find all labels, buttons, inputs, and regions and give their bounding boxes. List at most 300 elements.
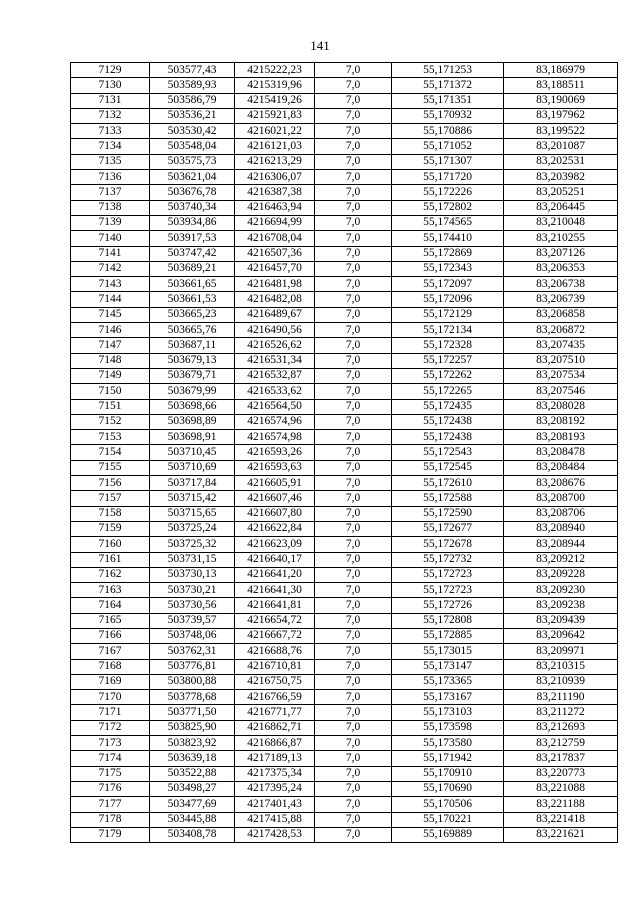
y-coordinate-cell: 4216623,09 bbox=[235, 537, 315, 552]
table-row bbox=[71, 491, 618, 506]
y-coordinate-cell: 4217428,53 bbox=[235, 827, 315, 842]
depth-cell: 7,0 bbox=[315, 430, 392, 445]
latitude-cell: 55,172226 bbox=[392, 185, 504, 200]
x-coordinate-cell: 503698,91 bbox=[150, 430, 235, 445]
latitude-cell: 55,173147 bbox=[392, 659, 504, 674]
depth-cell: 7,0 bbox=[315, 613, 392, 628]
y-coordinate-cell: 4216306,07 bbox=[235, 170, 315, 185]
x-coordinate-cell: 503665,23 bbox=[150, 307, 235, 322]
latitude-cell: 55,172343 bbox=[392, 261, 504, 276]
depth-cell: 7,0 bbox=[315, 598, 392, 613]
y-coordinate-cell: 4216490,56 bbox=[235, 323, 315, 338]
y-coordinate-cell: 4216507,36 bbox=[235, 246, 315, 261]
depth-cell: 7,0 bbox=[315, 537, 392, 552]
x-coordinate-cell: 503575,73 bbox=[150, 154, 235, 169]
latitude-cell: 55,172134 bbox=[392, 323, 504, 338]
latitude-cell: 55,172435 bbox=[392, 399, 504, 414]
y-coordinate-cell: 4216771,77 bbox=[235, 705, 315, 720]
table-row bbox=[71, 659, 618, 674]
point-number-cell: 7168 bbox=[71, 659, 150, 674]
y-coordinate-cell: 4216532,87 bbox=[235, 368, 315, 383]
point-number-cell: 7173 bbox=[71, 736, 150, 751]
depth-cell: 7,0 bbox=[315, 338, 392, 353]
y-coordinate-cell: 4216593,26 bbox=[235, 445, 315, 460]
latitude-cell: 55,172545 bbox=[392, 460, 504, 475]
table-row bbox=[71, 78, 618, 93]
depth-cell: 7,0 bbox=[315, 124, 392, 139]
point-number-cell: 7178 bbox=[71, 812, 150, 827]
table-row bbox=[71, 338, 618, 353]
table-row bbox=[71, 567, 618, 582]
depth-cell: 7,0 bbox=[315, 628, 392, 643]
x-coordinate-cell: 503917,53 bbox=[150, 231, 235, 246]
x-coordinate-cell: 503676,78 bbox=[150, 185, 235, 200]
table-row bbox=[71, 583, 618, 598]
latitude-cell: 55,172723 bbox=[392, 583, 504, 598]
table-row bbox=[71, 521, 618, 536]
point-number-cell: 7161 bbox=[71, 552, 150, 567]
y-coordinate-cell: 4215222,23 bbox=[235, 63, 315, 78]
latitude-cell: 55,173365 bbox=[392, 674, 504, 689]
latitude-cell: 55,172869 bbox=[392, 246, 504, 261]
table-row bbox=[71, 323, 618, 338]
x-coordinate-cell: 503536,21 bbox=[150, 108, 235, 123]
longitude-cell: 83,208193 bbox=[504, 430, 618, 445]
x-coordinate-cell: 503498,27 bbox=[150, 781, 235, 796]
longitude-cell: 83,210048 bbox=[504, 215, 618, 230]
longitude-cell: 83,190069 bbox=[504, 93, 618, 108]
table-row bbox=[71, 644, 618, 659]
x-coordinate-cell: 503715,65 bbox=[150, 506, 235, 521]
depth-cell: 7,0 bbox=[315, 185, 392, 200]
latitude-cell: 55,172265 bbox=[392, 384, 504, 399]
latitude-cell: 55,172543 bbox=[392, 445, 504, 460]
point-number-cell: 7138 bbox=[71, 200, 150, 215]
page-number: 141 bbox=[310, 38, 330, 53]
point-number-cell: 7142 bbox=[71, 261, 150, 276]
x-coordinate-cell: 503698,66 bbox=[150, 399, 235, 414]
table-row bbox=[71, 63, 618, 78]
table-row bbox=[71, 93, 618, 108]
longitude-cell: 83,206353 bbox=[504, 261, 618, 276]
x-coordinate-cell: 503548,04 bbox=[150, 139, 235, 154]
longitude-cell: 83,188511 bbox=[504, 78, 618, 93]
table-row bbox=[71, 200, 618, 215]
longitude-cell: 83,220773 bbox=[504, 766, 618, 781]
point-number-cell: 7179 bbox=[71, 827, 150, 842]
point-number-cell: 7170 bbox=[71, 690, 150, 705]
y-coordinate-cell: 4216457,70 bbox=[235, 261, 315, 276]
x-coordinate-cell: 503730,21 bbox=[150, 583, 235, 598]
longitude-cell: 83,221088 bbox=[504, 781, 618, 796]
depth-cell: 7,0 bbox=[315, 93, 392, 108]
latitude-cell: 55,170910 bbox=[392, 766, 504, 781]
x-coordinate-cell: 503639,18 bbox=[150, 751, 235, 766]
point-number-cell: 7131 bbox=[71, 93, 150, 108]
x-coordinate-cell: 503621,04 bbox=[150, 170, 235, 185]
longitude-cell: 83,208484 bbox=[504, 460, 618, 475]
table-row bbox=[71, 124, 618, 139]
depth-cell: 7,0 bbox=[315, 827, 392, 842]
y-coordinate-cell: 4216710,81 bbox=[235, 659, 315, 674]
table-row bbox=[71, 476, 618, 491]
longitude-cell: 83,207534 bbox=[504, 368, 618, 383]
depth-cell: 7,0 bbox=[315, 368, 392, 383]
latitude-cell: 55,172802 bbox=[392, 200, 504, 215]
depth-cell: 7,0 bbox=[315, 277, 392, 292]
depth-cell: 7,0 bbox=[315, 521, 392, 536]
x-coordinate-cell: 503679,71 bbox=[150, 368, 235, 383]
table-row bbox=[71, 751, 618, 766]
table-row bbox=[71, 720, 618, 735]
x-coordinate-cell: 503661,65 bbox=[150, 277, 235, 292]
x-coordinate-cell: 503730,13 bbox=[150, 567, 235, 582]
x-coordinate-cell: 503408,78 bbox=[150, 827, 235, 842]
point-number-cell: 7150 bbox=[71, 384, 150, 399]
y-coordinate-cell: 4216463,94 bbox=[235, 200, 315, 215]
depth-cell: 7,0 bbox=[315, 491, 392, 506]
longitude-cell: 83,201087 bbox=[504, 139, 618, 154]
y-coordinate-cell: 4216640,17 bbox=[235, 552, 315, 567]
point-number-cell: 7177 bbox=[71, 797, 150, 812]
y-coordinate-cell: 4216021,22 bbox=[235, 124, 315, 139]
depth-cell: 7,0 bbox=[315, 506, 392, 521]
latitude-cell: 55,170886 bbox=[392, 124, 504, 139]
x-coordinate-cell: 503689,21 bbox=[150, 261, 235, 276]
depth-cell: 7,0 bbox=[315, 552, 392, 567]
latitude-cell: 55,172678 bbox=[392, 537, 504, 552]
depth-cell: 7,0 bbox=[315, 781, 392, 796]
longitude-cell: 83,199522 bbox=[504, 124, 618, 139]
point-number-cell: 7145 bbox=[71, 307, 150, 322]
x-coordinate-cell: 503778,68 bbox=[150, 690, 235, 705]
latitude-cell: 55,172723 bbox=[392, 567, 504, 582]
longitude-cell: 83,202531 bbox=[504, 154, 618, 169]
depth-cell: 7,0 bbox=[315, 690, 392, 705]
depth-cell: 7,0 bbox=[315, 414, 392, 429]
point-number-cell: 7155 bbox=[71, 460, 150, 475]
latitude-cell: 55,172257 bbox=[392, 353, 504, 368]
point-number-cell: 7149 bbox=[71, 368, 150, 383]
latitude-cell: 55,172096 bbox=[392, 292, 504, 307]
depth-cell: 7,0 bbox=[315, 659, 392, 674]
longitude-cell: 83,212759 bbox=[504, 736, 618, 751]
x-coordinate-cell: 503762,31 bbox=[150, 644, 235, 659]
point-number-cell: 7130 bbox=[71, 78, 150, 93]
depth-cell: 7,0 bbox=[315, 108, 392, 123]
depth-cell: 7,0 bbox=[315, 476, 392, 491]
depth-cell: 7,0 bbox=[315, 78, 392, 93]
x-coordinate-cell: 503717,84 bbox=[150, 476, 235, 491]
y-coordinate-cell: 4216526,62 bbox=[235, 338, 315, 353]
point-number-cell: 7129 bbox=[71, 63, 150, 78]
point-number-cell: 7135 bbox=[71, 154, 150, 169]
coordinates-table bbox=[70, 62, 618, 843]
longitude-cell: 83,210315 bbox=[504, 659, 618, 674]
depth-cell: 7,0 bbox=[315, 154, 392, 169]
table-row bbox=[71, 292, 618, 307]
y-coordinate-cell: 4216121,03 bbox=[235, 139, 315, 154]
y-coordinate-cell: 4216574,98 bbox=[235, 430, 315, 445]
y-coordinate-cell: 4216667,72 bbox=[235, 628, 315, 643]
latitude-cell: 55,172097 bbox=[392, 277, 504, 292]
x-coordinate-cell: 503577,43 bbox=[150, 63, 235, 78]
depth-cell: 7,0 bbox=[315, 353, 392, 368]
y-coordinate-cell: 4216564,50 bbox=[235, 399, 315, 414]
latitude-cell: 55,171253 bbox=[392, 63, 504, 78]
point-number-cell: 7148 bbox=[71, 353, 150, 368]
x-coordinate-cell: 503748,06 bbox=[150, 628, 235, 643]
y-coordinate-cell: 4216862,71 bbox=[235, 720, 315, 735]
longitude-cell: 83,221418 bbox=[504, 812, 618, 827]
latitude-cell: 55,172588 bbox=[392, 491, 504, 506]
longitude-cell: 83,212693 bbox=[504, 720, 618, 735]
longitude-cell: 83,209439 bbox=[504, 613, 618, 628]
point-number-cell: 7144 bbox=[71, 292, 150, 307]
x-coordinate-cell: 503522,88 bbox=[150, 766, 235, 781]
depth-cell: 7,0 bbox=[315, 460, 392, 475]
y-coordinate-cell: 4216708,04 bbox=[235, 231, 315, 246]
longitude-cell: 83,210939 bbox=[504, 674, 618, 689]
longitude-cell: 83,209971 bbox=[504, 644, 618, 659]
point-number-cell: 7176 bbox=[71, 781, 150, 796]
y-coordinate-cell: 4217401,43 bbox=[235, 797, 315, 812]
longitude-cell: 83,208700 bbox=[504, 491, 618, 506]
point-number-cell: 7172 bbox=[71, 720, 150, 735]
latitude-cell: 55,174410 bbox=[392, 231, 504, 246]
longitude-cell: 83,208192 bbox=[504, 414, 618, 429]
table-row bbox=[71, 399, 618, 414]
x-coordinate-cell: 503530,42 bbox=[150, 124, 235, 139]
x-coordinate-cell: 503477,69 bbox=[150, 797, 235, 812]
y-coordinate-cell: 4216489,67 bbox=[235, 307, 315, 322]
latitude-cell: 55,170932 bbox=[392, 108, 504, 123]
x-coordinate-cell: 503661,53 bbox=[150, 292, 235, 307]
longitude-cell: 83,207510 bbox=[504, 353, 618, 368]
table-row bbox=[71, 384, 618, 399]
y-coordinate-cell: 4216866,87 bbox=[235, 736, 315, 751]
depth-cell: 7,0 bbox=[315, 292, 392, 307]
point-number-cell: 7136 bbox=[71, 170, 150, 185]
x-coordinate-cell: 503710,69 bbox=[150, 460, 235, 475]
point-number-cell: 7154 bbox=[71, 445, 150, 460]
point-number-cell: 7157 bbox=[71, 491, 150, 506]
y-coordinate-cell: 4215921,83 bbox=[235, 108, 315, 123]
depth-cell: 7,0 bbox=[315, 231, 392, 246]
depth-cell: 7,0 bbox=[315, 797, 392, 812]
y-coordinate-cell: 4216481,98 bbox=[235, 277, 315, 292]
longitude-cell: 83,210255 bbox=[504, 231, 618, 246]
point-number-cell: 7165 bbox=[71, 613, 150, 628]
point-number-cell: 7166 bbox=[71, 628, 150, 643]
y-coordinate-cell: 4217375,34 bbox=[235, 766, 315, 781]
latitude-cell: 55,172438 bbox=[392, 414, 504, 429]
latitude-cell: 55,173598 bbox=[392, 720, 504, 735]
x-coordinate-cell: 503776,81 bbox=[150, 659, 235, 674]
table-row bbox=[71, 215, 618, 230]
point-number-cell: 7174 bbox=[71, 751, 150, 766]
x-coordinate-cell: 503800,88 bbox=[150, 674, 235, 689]
latitude-cell: 55,170506 bbox=[392, 797, 504, 812]
y-coordinate-cell: 4216387,38 bbox=[235, 185, 315, 200]
depth-cell: 7,0 bbox=[315, 766, 392, 781]
longitude-cell: 83,209642 bbox=[504, 628, 618, 643]
longitude-cell: 83,197962 bbox=[504, 108, 618, 123]
x-coordinate-cell: 503445,88 bbox=[150, 812, 235, 827]
depth-cell: 7,0 bbox=[315, 63, 392, 78]
x-coordinate-cell: 503715,42 bbox=[150, 491, 235, 506]
longitude-cell: 83,209230 bbox=[504, 583, 618, 598]
longitude-cell: 83,209212 bbox=[504, 552, 618, 567]
y-coordinate-cell: 4216533,62 bbox=[235, 384, 315, 399]
latitude-cell: 55,172328 bbox=[392, 338, 504, 353]
depth-cell: 7,0 bbox=[315, 644, 392, 659]
y-coordinate-cell: 4216654,72 bbox=[235, 613, 315, 628]
latitude-cell: 55,173103 bbox=[392, 705, 504, 720]
y-coordinate-cell: 4216213,29 bbox=[235, 154, 315, 169]
latitude-cell: 55,172438 bbox=[392, 430, 504, 445]
y-coordinate-cell: 4216622,84 bbox=[235, 521, 315, 536]
y-coordinate-cell: 4216482,08 bbox=[235, 292, 315, 307]
table-row bbox=[71, 414, 618, 429]
latitude-cell: 55,170690 bbox=[392, 781, 504, 796]
table-row bbox=[71, 277, 618, 292]
point-number-cell: 7146 bbox=[71, 323, 150, 338]
depth-cell: 7,0 bbox=[315, 705, 392, 720]
x-coordinate-cell: 503665,76 bbox=[150, 323, 235, 338]
table-row bbox=[71, 460, 618, 475]
point-number-cell: 7152 bbox=[71, 414, 150, 429]
table-row bbox=[71, 246, 618, 261]
depth-cell: 7,0 bbox=[315, 812, 392, 827]
depth-cell: 7,0 bbox=[315, 720, 392, 735]
longitude-cell: 83,206872 bbox=[504, 323, 618, 338]
depth-cell: 7,0 bbox=[315, 261, 392, 276]
x-coordinate-cell: 503687,11 bbox=[150, 338, 235, 353]
point-number-cell: 7175 bbox=[71, 766, 150, 781]
point-number-cell: 7159 bbox=[71, 521, 150, 536]
x-coordinate-cell: 503740,34 bbox=[150, 200, 235, 215]
y-coordinate-cell: 4216607,46 bbox=[235, 491, 315, 506]
longitude-cell: 83,208944 bbox=[504, 537, 618, 552]
depth-cell: 7,0 bbox=[315, 751, 392, 766]
coordinates-table-body bbox=[71, 63, 618, 843]
latitude-cell: 55,173015 bbox=[392, 644, 504, 659]
x-coordinate-cell: 503731,15 bbox=[150, 552, 235, 567]
depth-cell: 7,0 bbox=[315, 567, 392, 582]
y-coordinate-cell: 4216605,91 bbox=[235, 476, 315, 491]
depth-cell: 7,0 bbox=[315, 200, 392, 215]
point-number-cell: 7137 bbox=[71, 185, 150, 200]
latitude-cell: 55,173580 bbox=[392, 736, 504, 751]
table-row bbox=[71, 185, 618, 200]
latitude-cell: 55,172726 bbox=[392, 598, 504, 613]
x-coordinate-cell: 503725,32 bbox=[150, 537, 235, 552]
latitude-cell: 55,172885 bbox=[392, 628, 504, 643]
table-row bbox=[71, 690, 618, 705]
y-coordinate-cell: 4217415,88 bbox=[235, 812, 315, 827]
latitude-cell: 55,172808 bbox=[392, 613, 504, 628]
longitude-cell: 83,207435 bbox=[504, 338, 618, 353]
table-row bbox=[71, 827, 618, 842]
latitude-cell: 55,172129 bbox=[392, 307, 504, 322]
table-row bbox=[71, 368, 618, 383]
longitude-cell: 83,209228 bbox=[504, 567, 618, 582]
longitude-cell: 83,208676 bbox=[504, 476, 618, 491]
y-coordinate-cell: 4215419,26 bbox=[235, 93, 315, 108]
latitude-cell: 55,172610 bbox=[392, 476, 504, 491]
point-number-cell: 7143 bbox=[71, 277, 150, 292]
latitude-cell: 55,171351 bbox=[392, 93, 504, 108]
y-coordinate-cell: 4216593,63 bbox=[235, 460, 315, 475]
x-coordinate-cell: 503771,50 bbox=[150, 705, 235, 720]
longitude-cell: 83,209238 bbox=[504, 598, 618, 613]
longitude-cell: 83,206739 bbox=[504, 292, 618, 307]
x-coordinate-cell: 503586,79 bbox=[150, 93, 235, 108]
y-coordinate-cell: 4216694,99 bbox=[235, 215, 315, 230]
point-number-cell: 7164 bbox=[71, 598, 150, 613]
point-number-cell: 7141 bbox=[71, 246, 150, 261]
y-coordinate-cell: 4215319,96 bbox=[235, 78, 315, 93]
latitude-cell: 55,173167 bbox=[392, 690, 504, 705]
y-coordinate-cell: 4216750,75 bbox=[235, 674, 315, 689]
y-coordinate-cell: 4216688,76 bbox=[235, 644, 315, 659]
depth-cell: 7,0 bbox=[315, 674, 392, 689]
latitude-cell: 55,171372 bbox=[392, 78, 504, 93]
y-coordinate-cell: 4216641,81 bbox=[235, 598, 315, 613]
y-coordinate-cell: 4216531,34 bbox=[235, 353, 315, 368]
depth-cell: 7,0 bbox=[315, 170, 392, 185]
longitude-cell: 83,217837 bbox=[504, 751, 618, 766]
longitude-cell: 83,211190 bbox=[504, 690, 618, 705]
table-row bbox=[71, 705, 618, 720]
longitude-cell: 83,205251 bbox=[504, 185, 618, 200]
y-coordinate-cell: 4216574,96 bbox=[235, 414, 315, 429]
y-coordinate-cell: 4217395,24 bbox=[235, 781, 315, 796]
point-number-cell: 7151 bbox=[71, 399, 150, 414]
y-coordinate-cell: 4216766,59 bbox=[235, 690, 315, 705]
longitude-cell: 83,208478 bbox=[504, 445, 618, 460]
longitude-cell: 83,208028 bbox=[504, 399, 618, 414]
table-row bbox=[71, 797, 618, 812]
x-coordinate-cell: 503730,56 bbox=[150, 598, 235, 613]
longitude-cell: 83,206858 bbox=[504, 307, 618, 322]
x-coordinate-cell: 503934,86 bbox=[150, 215, 235, 230]
point-number-cell: 7171 bbox=[71, 705, 150, 720]
latitude-cell: 55,171052 bbox=[392, 139, 504, 154]
point-number-cell: 7133 bbox=[71, 124, 150, 139]
y-coordinate-cell: 4217189,13 bbox=[235, 751, 315, 766]
latitude-cell: 55,174565 bbox=[392, 215, 504, 230]
longitude-cell: 83,208706 bbox=[504, 506, 618, 521]
table-row bbox=[71, 613, 618, 628]
point-number-cell: 7163 bbox=[71, 583, 150, 598]
depth-cell: 7,0 bbox=[315, 246, 392, 261]
point-number-cell: 7167 bbox=[71, 644, 150, 659]
point-number-cell: 7153 bbox=[71, 430, 150, 445]
table-row bbox=[71, 506, 618, 521]
longitude-cell: 83,211272 bbox=[504, 705, 618, 720]
table-row bbox=[71, 736, 618, 751]
table-row bbox=[71, 766, 618, 781]
table-row bbox=[71, 108, 618, 123]
x-coordinate-cell: 503710,45 bbox=[150, 445, 235, 460]
table-row bbox=[71, 307, 618, 322]
point-number-cell: 7162 bbox=[71, 567, 150, 582]
table-row bbox=[71, 674, 618, 689]
table-row bbox=[71, 552, 618, 567]
table-row bbox=[71, 537, 618, 552]
